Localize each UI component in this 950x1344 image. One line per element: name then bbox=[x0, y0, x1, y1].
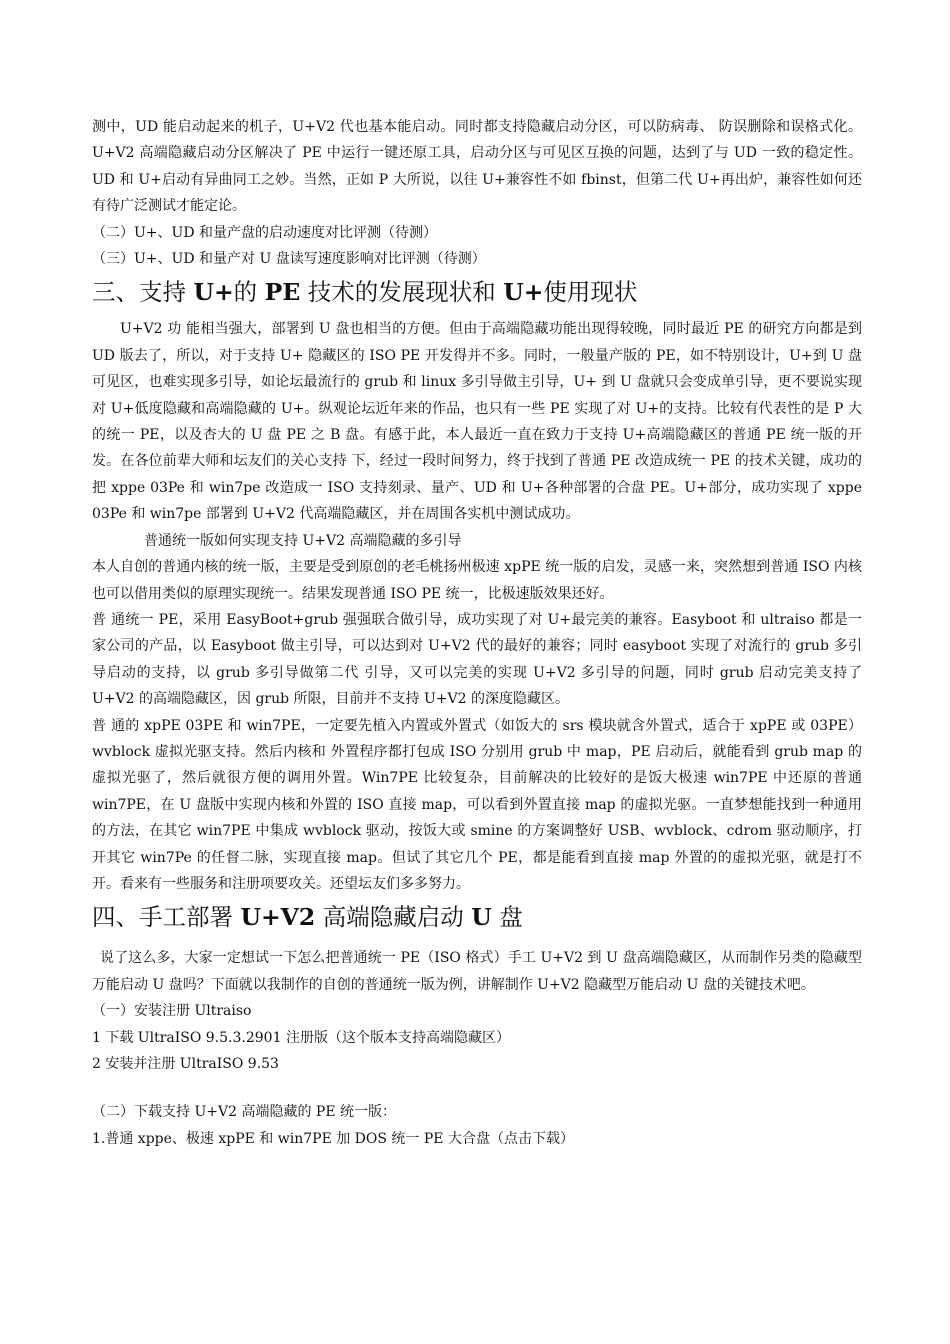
multiboot-subtitle: 普通统一版如何实现支持 U+V2 高端隐藏的多引导 bbox=[144, 532, 462, 549]
paragraph-wvblock: 普 通的 xpPE 03PE 和 win7PE，一定要先植入内置或外置式（如饭大的 srs 模块就含外置式，适合于 xpPE 或 03PE）wvblock 虚拟光驱支持。然后内核和 外置程序都打包成 ISO 分别用 grub 中 map，PE 启动后，就能看到 grub map 的虚拟光驱了，然后就很方便的调用外置。Win7PE 比较复杂，目前解决的比较好的是饭大极速 win7PE 中还原的普通 win7PE，在 U 盘版中实现内核和外置的 ISO 直接 map，可以看到外置直接 map 的虚拟光驱。一直梦想能找到一种通用的方法，在其它 win7PE 中集成 wvblock 驱动，按饭大或 smine 的方案调整好 USB、wvblock、cdrom 驱动顺序，打开其它 win7Pe 的任督二脉，实现直接 map。但试了其它几个 PE，都是能看到直接 map 外置的的虚拟光驱，就是打不开。看来有一些服务和注册项要攻关。还望坛友们多多努力。 bbox=[92, 717, 862, 892]
paragraph-section-3: U+V2 功 能相当强大，部署到 U 盘也相当的方便。但由于高端隐藏功能出现得较晚，同时最近 PE 的研究方向都是到 UD 版去了，所以，对于支持 U+ 隐藏区的 ISO PE 开发得并不多。同时，一般量产版的 PE，如不特别设计，U+到 U 盘可见区，也难实现多引导，如论坛最流行的 grub 和 linux 多引导做主引导，U+ 到 U 盘就只会变成单引导，更不要说实现对 U+低度隐藏和高端隐藏的 U+。纵观论坛近年来的作品，也只有一些 PE 实现了对 U+的支持。比较有代表性的是 P 大 的统一 PE，以及杏大的 U 盘 PE 之 B 盘。有感于此，本人最近一直在致力于支持 U+高端隐藏区的普通 PE 统一版的开发。在各位前辈大师和坛友们的关心支持 下，经过一段时间努力，终于找到了普通 PE 改造成统一 PE 的技术关键，成功的把 xppe 03Pe 和 win7pe 改造成一 ISO 支持刻录、量产、UD 和 U+各种部署的合盘 PE。U+部分，成功实现了 xppe 03Pe 和 win7pe 部署到 U+V2 代高端隐藏区，并在周围各实机中测试成功。 bbox=[92, 321, 862, 523]
step-1-item-2: 2 安装并注册 UltraISO 9.53 bbox=[92, 1056, 279, 1072]
subsection-2-title: （二）U+、UD 和量产盘的启动速度对比评测（待测） bbox=[92, 224, 438, 241]
step-2-title: （二）下载支持 U+V2 高端隐藏的 PE 统一版： bbox=[92, 1104, 396, 1121]
section-3-heading: 三、支持 U+的 PE 技术的发展现状和 U+使用现状 bbox=[92, 278, 638, 307]
paragraph-origin: 本人自创的普通内核的统一版，主要是受到原创的老毛桃扬州极速 xpPE 统一版的启发，灵感一来，突然想到普通 ISO 内核也可以借用类似的原理实现统一。结果发现普通 ISO PE 统一，比极速版效果还好。 bbox=[92, 559, 862, 602]
step-1-title: （一）安装注册 Ultraiso bbox=[92, 1003, 252, 1020]
paragraph-easyboot: 普 通统一 PE，采用 EasyBoot+grub 强强联合做引导，成功实现了对 U+最完美的兼容。Easyboot 和 ultraiso 都是一家公司的产品，以 Easyboot 做主引导，可以达到对 U+V2 代的最好的兼容；同时 easyboot 实现了对流行的 grub 多引导启动的支持，以 grub 多引导做第二代 引导，又可以完美的实现 U+V2 多引导的问题，同时 grub 启动完美支持了 U+V2 的高端隐藏区，因 grub 所限，目前并不支持 U+V2 的深度隐藏区。 bbox=[92, 611, 862, 708]
subsection-3-title: （三）U+、UD 和量产对 U 盘读写速度影响对比评测（待测） bbox=[92, 251, 486, 268]
document-page bbox=[92, 114, 862, 1152]
paragraph-section-4: 说了这么多，大家一定想试一下怎么把普通统一 PE（ISO 格式）手工 U+V2 到 U 盘高端隐藏区，从而制作另类的隐藏型万能启动 U 盘吗？下面就以我制作的自创的普通统一版为例，讲解制作 U+V2 隐藏型万能启动 U 盘的关键技术吧。 bbox=[92, 950, 862, 993]
paragraph-intro: 测中，UD 能启动起来的机子，U+V2 代也基本能启动。同时都支持隐藏启动分区，可以防病毒、 防误删除和误格式化。U+V2 高端隐藏启动分区解决了 PE 中运行一键还原工具，启动分区与可见区互换的问题，达到了与 UD 一致的稳定性。UD 和 U+启动有异曲同工之妙。当然，正如 P 大所说，以往 U+兼容性不如 fbinst，但第二代 U+再出炉，兼容性如何还有待广泛测试才能定论。 bbox=[92, 119, 862, 215]
step-2-item-1: 1.普通 xppe、极速 xpPE 和 win7PE 加 DOS 统一 PE 大合盘（点击下载） bbox=[92, 1130, 574, 1147]
section-4-heading: 四、手工部署 U+V2 高端隐藏启动 U 盘 bbox=[92, 903, 523, 932]
step-1-item-1: 1 下载 UltraISO 9.5.3.2901 注册版（这个版本支持高端隐藏区） bbox=[92, 1029, 510, 1046]
